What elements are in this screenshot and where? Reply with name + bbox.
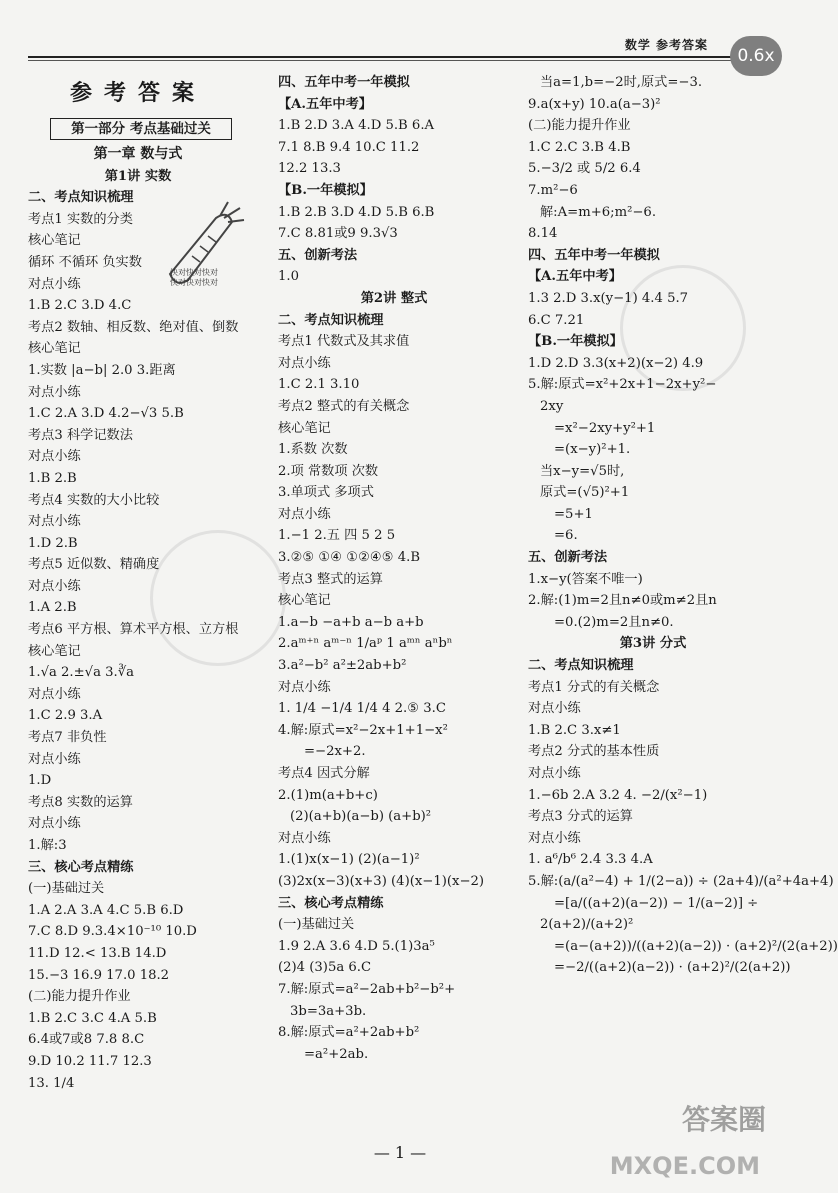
answer-line: 5.解:(a/(a²−4) + 1/(2−a)) ÷ (2a+4)/(a²+4a+4) xyxy=(528,873,834,889)
zoom-level-indicator[interactable]: 0.6x xyxy=(730,36,782,76)
answer-line: 考点1 代数式及其求值 xyxy=(278,334,410,350)
answer-line: 考点5 近似数、精确度 xyxy=(28,557,160,573)
answer-line: =6. xyxy=(554,528,578,544)
answer-line: 9.D 10.2 11.7 12.3 xyxy=(28,1053,152,1069)
section-heading: 四、五年中考一年模拟 xyxy=(528,247,660,263)
section-heading: 【A.五年中考】 xyxy=(278,96,372,112)
answer-line: 考点3 科学记数法 xyxy=(28,427,133,443)
lecture-heading: 第1讲 实数 xyxy=(104,168,172,184)
answer-line: 4.解:原式=x²−2x+1+1−x² xyxy=(278,722,448,738)
answer-line: 8.14 xyxy=(528,226,558,242)
section-heading: 五、创新考法 xyxy=(528,550,608,566)
answer-line: 7.C 8.81或9 9.3√3 xyxy=(278,226,398,242)
answer-line: 1.B 2.C 3.x≠1 xyxy=(528,722,621,738)
answer-line: 1.C 2.1 3.10 xyxy=(278,377,360,393)
answer-line: (一)基础过关 xyxy=(278,917,355,933)
answer-line: =[a/((a+2)(a−2)) − 1/(a−2)] ÷ xyxy=(554,895,759,911)
answer-line: 2.aᵐ⁺ⁿ aᵐ⁻ⁿ 1/aᵖ 1 aᵐⁿ aⁿbⁿ xyxy=(278,636,453,652)
answer-line: 11.D 12.< 13.B 14.D xyxy=(28,945,167,961)
answer-line: 5.−3/2 或 5/2 6.4 xyxy=(528,161,641,177)
answer-lines xyxy=(528,72,838,979)
section-heading: 【B.一年模拟】 xyxy=(528,334,623,350)
header-rule-thin xyxy=(28,60,772,61)
answer-line: 解:A=m+6;m²−6. xyxy=(540,204,657,220)
answer-line: 1.x−y(答案不唯一) xyxy=(528,571,643,587)
answer-line: 考点4 因式分解 xyxy=(278,766,370,781)
carrot-caption-line: 快对快对快对 xyxy=(170,268,218,277)
answer-line: 1.−1 2.五 四 5 2 5 xyxy=(278,528,396,544)
answer-line: 循环 不循环 负实数 xyxy=(28,254,142,270)
answer-column-3 xyxy=(528,72,838,979)
answer-line: 对点小练 xyxy=(28,816,81,832)
answer-line: =a²+2ab. xyxy=(304,1046,369,1062)
answer-line: 原式=(√5)²+1 xyxy=(540,485,630,501)
answer-line: 核心笔记 xyxy=(28,341,81,357)
answer-line: 对点小练 xyxy=(28,449,81,465)
carrot-caption xyxy=(170,268,218,288)
answer-line: 1.A 2.A 3.A 4.C 5.B 6.D xyxy=(28,902,184,918)
answer-line: 1.解:3 xyxy=(28,838,67,853)
section-heading: 三、核心考点精练 xyxy=(28,859,134,875)
answer-line: =(x−y)²+1. xyxy=(554,442,631,458)
answer-line: 2xy xyxy=(540,398,564,414)
answer-line: 核心笔记 xyxy=(278,420,331,436)
answer-line: =(a−(a+2))/((a+2)(a−2)) · (a+2)²/(2(a+2)) xyxy=(554,938,838,954)
page-number: — 1 — xyxy=(373,1143,427,1162)
answer-line: 6.4或7或8 7.8 8.C xyxy=(28,1032,145,1048)
section-heading: 【A.五年中考】 xyxy=(528,269,622,285)
section-heading: 四、五年中考一年模拟 xyxy=(278,75,410,90)
answer-line: 7.C 8.D 9.3.4×10⁻¹⁰ 10.D xyxy=(28,924,197,940)
answer-line: 对点小练 xyxy=(528,701,581,717)
answer-line: 当a=1,b=−2时,原式=−3. xyxy=(540,75,703,90)
answer-line: 考点2 数轴、相反数、绝对值、倒数 xyxy=(28,319,239,335)
answer-line: 7.1 8.B 9.4 10.C 11.2 xyxy=(278,139,420,155)
answer-line: 1.√a 2.±√a 3.∛a xyxy=(28,665,134,681)
answer-line: 对点小练 xyxy=(278,830,331,846)
answer-line: 1.C 2.C 3.B 4.B xyxy=(528,139,631,155)
watermark-logo: 答案圈 xyxy=(681,1103,766,1136)
answer-line: 1.B 2.B xyxy=(28,470,77,486)
section-heading: 二、考点知识梳理 xyxy=(528,658,634,674)
answer-line: 考点1 实数的分类 xyxy=(28,211,133,227)
watermark-url: MXQE.COM xyxy=(609,1152,760,1180)
answer-line: 1. 1/4 −1/4 1/4 4 2.⑤ 3.C xyxy=(278,701,446,717)
answer-line: 对点小练 xyxy=(28,751,81,767)
answer-lines xyxy=(278,72,510,1065)
answer-line: 2(a+2)/(a+2)² xyxy=(540,917,634,933)
answer-line: (2)4 (3)5a 6.C xyxy=(278,960,372,976)
answer-line: 对点小练 xyxy=(28,384,81,400)
answer-line: 1. a⁶/b⁶ 2.4 3.3 4.A xyxy=(528,852,653,868)
answer-line: 1.D xyxy=(28,773,52,789)
answer-line: 5.解:原式=x²+2x+1−2x+y²− xyxy=(528,377,717,393)
answer-line: 考点2 整式的有关概念 xyxy=(278,398,410,414)
answer-line: (一)基础过关 xyxy=(28,881,105,897)
section-heading: 二、考点知识梳理 xyxy=(278,312,384,328)
answer-line: 1.D 2.D 3.3(x+2)(x−2) 4.9 xyxy=(528,355,704,371)
answer-line: =x²−2xy+y²+1 xyxy=(554,420,656,436)
answer-line: 1.C 2.9 3.A xyxy=(28,708,103,724)
answer-line: 核心笔记 xyxy=(28,233,81,249)
answer-line: =−2x+2. xyxy=(304,744,366,760)
answer-line: 3.a²−b² a²±2ab+b² xyxy=(278,658,407,674)
answer-line: 考点1 分式的有关概念 xyxy=(528,679,660,695)
answer-line: 3.②⑤ ①④ ①②④⑤ 4.B xyxy=(278,550,421,566)
answer-line: 6.C 7.21 xyxy=(528,312,585,328)
answer-line: 15.−3 16.9 17.0 18.2 xyxy=(28,967,170,983)
answer-line: 1.(1)x(x−1) (2)(a−1)² xyxy=(278,852,420,868)
answer-line: 对点小练 xyxy=(28,578,81,594)
answer-line: 8.解:原式=a²+2ab+b² xyxy=(278,1025,420,1041)
answer-line: 当x−y=√5时, xyxy=(540,463,625,479)
answer-line: 1.实数 |a−b| 2.0 3.距离 xyxy=(28,362,176,378)
answer-line: =−2/((a+2)(a−2)) · (a+2)²/(2(a+2)) xyxy=(554,960,791,976)
answer-line: 考点8 实数的运算 xyxy=(28,794,133,810)
answer-line: 13. 1/4 xyxy=(28,1075,75,1091)
header-rule xyxy=(28,56,772,58)
answer-line: 对点小练 xyxy=(528,830,581,846)
answer-line: 1.系数 次数 xyxy=(278,442,348,458)
answer-line: 1.C 2.A 3.D 4.2−√3 5.B xyxy=(28,406,184,422)
answer-line: (二)能力提升作业 xyxy=(28,989,131,1005)
answer-line: 7.m²−6 xyxy=(528,182,578,198)
answer-column-2 xyxy=(278,72,510,1065)
lecture-heading: 第2讲 整式 xyxy=(360,290,428,306)
answer-line: 3.单项式 多项式 xyxy=(278,485,374,501)
chapter-heading: 第一章 数与式 xyxy=(93,146,183,162)
answer-line: 核心笔记 xyxy=(28,643,81,659)
answer-line: 考点4 实数的大小比较 xyxy=(28,492,160,508)
section-heading: 三、核心考点精练 xyxy=(278,895,384,911)
answer-line: 对点小练 xyxy=(28,276,81,292)
running-header: 数学 参考答案 xyxy=(624,38,708,52)
answer-line: 2.项 常数项 次数 xyxy=(278,463,379,479)
answer-line: 1.−6b 2.A 3.2 4. −2/(x²−1) xyxy=(528,787,708,803)
answer-line: 核心笔记 xyxy=(278,593,331,609)
answer-line: 1.B 2.C 3.D 4.C xyxy=(28,298,132,314)
answer-line: 9.a(x+y) 10.a(a−3)² xyxy=(528,96,661,112)
section-heading: 五、创新考法 xyxy=(278,247,358,263)
answer-line: (二)能力提升作业 xyxy=(528,118,631,134)
answer-line: 对点小练 xyxy=(28,686,81,702)
answer-line: 考点7 非负性 xyxy=(28,730,107,746)
answer-lines xyxy=(28,187,248,1094)
answer-line: 考点3 分式的运算 xyxy=(528,809,633,825)
answer-line: 2.解:(1)m=2且n≠0或m≠2且n xyxy=(528,593,717,609)
answer-line: (3)2x(x−3)(x+3) (4)(x−1)(x−2) xyxy=(278,873,485,889)
answer-line: 1.0 xyxy=(278,269,299,285)
answer-line: 考点2 分式的基本性质 xyxy=(528,744,660,760)
section-heading: 【B.一年模拟】 xyxy=(278,182,373,198)
answer-line: 1.B 2.B 3.D 4.D 5.B 6.B xyxy=(278,204,435,220)
answer-line: 1.3 2.D 3.x(y−1) 4.4 5.7 xyxy=(528,290,689,306)
answer-line: 1.9 2.A 3.6 4.D 5.(1)3a⁵ xyxy=(278,938,435,954)
answer-line: (2)(a+b)(a−b) (a+b)² xyxy=(290,809,432,825)
answer-line: 3b=3a+3b. xyxy=(290,1003,367,1019)
answer-line: 2.(1)m(a+b+c) xyxy=(278,787,378,803)
carrot-caption-line: 快对快对快对 xyxy=(170,278,218,287)
answer-line: 1.A 2.B xyxy=(28,600,77,616)
lecture-heading: 第3讲 分式 xyxy=(619,636,687,652)
answer-line: 考点3 整式的运算 xyxy=(278,571,383,587)
answer-line: 对点小练 xyxy=(278,679,331,695)
answer-line: 1.a−b −a+b a−b a+b xyxy=(278,614,424,630)
part-heading: 第一部分 考点基础过关 xyxy=(50,118,232,140)
answer-line: 7.解:原式=a²−2ab+b²−b²+ xyxy=(278,981,456,997)
answer-line: 对点小练 xyxy=(278,506,331,522)
answer-line: 对点小练 xyxy=(278,355,331,371)
section-heading: 二、考点知识梳理 xyxy=(28,190,134,206)
answer-line: 12.2 13.3 xyxy=(278,161,341,177)
answer-line: 1.D 2.B xyxy=(28,535,78,551)
answer-line: 1.B 2.D 3.A 4.D 5.B 6.A xyxy=(278,118,435,134)
answer-line: =5+1 xyxy=(554,506,593,522)
answer-line: 1.B 2.C 3.C 4.A 5.B xyxy=(28,1010,157,1026)
answer-line: 对点小练 xyxy=(528,766,581,781)
answer-line: 对点小练 xyxy=(28,514,81,530)
answer-line: 考点6 平方根、算术平方根、立方根 xyxy=(28,622,239,638)
page-title: 参考答案 xyxy=(69,80,206,106)
answer-line: =0.(2)m=2且n≠0. xyxy=(554,614,674,630)
